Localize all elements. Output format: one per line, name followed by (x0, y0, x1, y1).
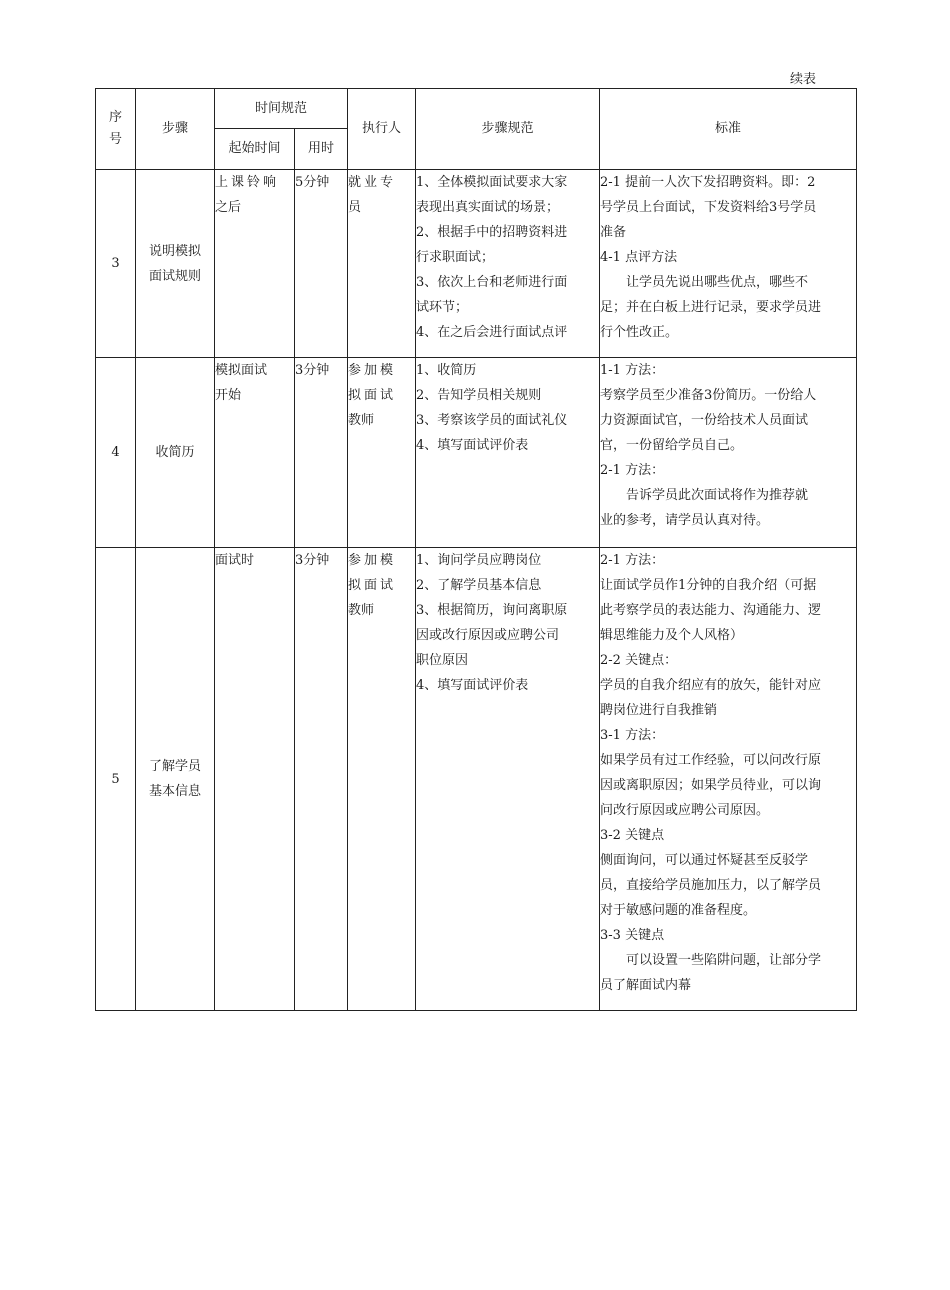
row-standard: 2-1 提前一人次下发招聘资料。即：2 号学员上台面试，下发资料给3号学员 准备 4-1 点评方法 让学员先说出哪些优点，哪些不 足；并在白板上进行记录，要求学员进 行个性改正。 (600, 170, 857, 358)
row-start-time: 上课铃响 之后 (215, 170, 295, 358)
row-executor: 参加模 拟面试 教师 (348, 358, 416, 548)
table-row (96, 170, 857, 358)
header-seq: 序 号 (96, 89, 136, 170)
row-seq: 4 (96, 358, 136, 548)
header-step: 步骤 (136, 89, 215, 170)
header-time-spec: 时间规范 (215, 89, 348, 129)
row-step: 说明模拟 面试规则 (136, 170, 215, 358)
header-step-spec: 步骤规范 (416, 89, 600, 170)
header-row-1 (96, 89, 857, 129)
table-row (96, 548, 857, 1011)
row-seq: 5 (96, 548, 136, 1011)
row-start-time: 面试时 (215, 548, 295, 1011)
interview-procedure-table (95, 88, 857, 1011)
row-step-spec: 1、全体模拟面试要求大家 表现出真实面试的场景； 2、根据手中的招聘资料进 行求职面试； 3、依次上台和老师进行面 试环节； 4、在之后会进行面试点评 (416, 170, 600, 358)
row-seq: 3 (96, 170, 136, 358)
row-duration: 3分钟 (295, 358, 348, 548)
header-duration: 用时 (295, 129, 348, 170)
header-executor: 执行人 (348, 89, 416, 170)
row-step: 收简历 (136, 358, 215, 548)
row-standard: 2-1 方法： 让面试学员作1分钟的自我介绍（可据 此考察学员的表达能力、沟通能力、逻 辑思维能力及个人风格） 2-2 关键点： 学员的自我介绍应有的放矢，能针对应 聘岗位进行自我推销 3-1 方法： 如果学员有过工作经验，可以问改行原 因或离职原因；如果学员待业，可以询 问改行原因或应聘公司原因。 3-2 关键点 侧面询问，可以通过怀疑甚至反驳学 员，直接给学员施加压力，以了解学员 对于敏感问题的准备程度。 3-3 关键点 可以设置一些陷阱问题，让部分学 员了解面试内幕 (600, 548, 857, 1011)
row-start-time: 模拟面试 开始 (215, 358, 295, 548)
continued-table-label: 续表 (790, 72, 817, 87)
row-step-spec: 1、收简历 2、告知学员相关规则 3、考察该学员的面试礼仪 4、填写面试评价表 (416, 358, 600, 548)
row-executor: 参加模 拟面试 教师 (348, 548, 416, 1011)
row-executor: 就业专 员 (348, 170, 416, 358)
row-standard: 1-1 方法： 考察学员至少准备3份简历。一份给人 力资源面试官，一份给技术人员面试 官，一份留给学员自己。 2-1 方法： 告诉学员此次面试将作为推荐就 业的参考，请学员认真对待。 (600, 358, 857, 548)
header-start-time: 起始时间 (215, 129, 295, 170)
header-standard: 标准 (600, 89, 857, 170)
row-duration: 3分钟 (295, 548, 348, 1011)
row-step: 了解学员 基本信息 (136, 548, 215, 1011)
row-step-spec: 1、询问学员应聘岗位 2、了解学员基本信息 3、根据简历，询问离职原 因或改行原因或应聘公司 职位原因 4、填写面试评价表 (416, 548, 600, 1011)
table-row (96, 358, 857, 548)
row-duration: 5分钟 (295, 170, 348, 358)
